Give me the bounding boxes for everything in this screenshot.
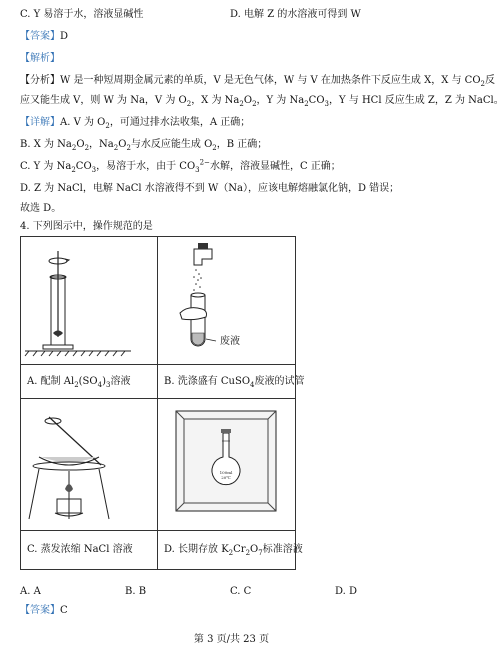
fenxi-tag: 【分析】 bbox=[20, 75, 60, 86]
subscript: 2 bbox=[113, 144, 119, 152]
q4-option-a: A. A bbox=[20, 586, 41, 597]
cell-c-figure bbox=[21, 399, 158, 531]
cell-b-figure bbox=[158, 237, 295, 365]
subscript: 2 bbox=[212, 144, 217, 152]
fenxi-line-2 bbox=[20, 94, 504, 108]
superscript: 2− bbox=[199, 158, 210, 167]
svg-text:100ml: 100ml bbox=[219, 470, 233, 475]
xiang-line-b bbox=[20, 138, 267, 152]
q4-option-b: B. B bbox=[125, 586, 147, 597]
xiang-line-d: D. Z 为 NaCl，电解 NaCl 水溶液得不到 W（Na），应该电解熔融氯化钠，D 错误； bbox=[20, 183, 400, 194]
answer-tag: 【答案】 bbox=[20, 31, 60, 42]
subscript: 2 bbox=[71, 166, 76, 174]
answer-value: D bbox=[60, 31, 69, 42]
subscript: 3 bbox=[324, 100, 329, 108]
answer-value: C bbox=[60, 605, 68, 616]
cell-a-caption bbox=[21, 365, 158, 399]
xiang-line-c bbox=[20, 160, 341, 174]
caption-b: B. 洗涤盛有 CuSO$_4$废液的试管 bbox=[164, 376, 305, 389]
xiang-text: ，B 正确； bbox=[216, 139, 268, 150]
fenxi-text: CO bbox=[308, 95, 325, 106]
q4-option-d: D. D bbox=[335, 586, 358, 597]
xiang-text: 与水反应能生成 O bbox=[130, 139, 213, 150]
xiang-text: A. V 为 O bbox=[60, 117, 106, 128]
caption-c: C. 蒸发浓缩 NaCl 溶液 bbox=[27, 544, 133, 555]
caption-d: D. 长期存放 $K_2Cr_2O_7$标准溶液 bbox=[164, 544, 303, 557]
graduated-cylinder-illustration bbox=[21, 237, 158, 365]
xiang-text: 水解，溶液显碱性，C 正确； bbox=[209, 161, 341, 172]
cell-d-caption bbox=[158, 531, 303, 569]
xiang-tag: 【详解】 bbox=[20, 117, 60, 128]
q4-figure-grid bbox=[20, 236, 305, 570]
caption-a: A. 配制 $Al_2(SO_4)_3$溶液 bbox=[27, 376, 131, 389]
subscript: 2 bbox=[304, 100, 309, 108]
xiang-text: ，Na bbox=[89, 139, 114, 150]
fenxi-line-1 bbox=[20, 74, 495, 88]
analysis-tag: 【解析】 bbox=[20, 53, 60, 64]
q3-option-d: D. 电解 Z 的水溶液可得到 W bbox=[230, 9, 361, 20]
subscript: 2 bbox=[252, 100, 257, 108]
q4-answer bbox=[20, 604, 68, 618]
cell-b-caption bbox=[158, 365, 305, 399]
xiang-line-a bbox=[20, 116, 250, 130]
fenxi-text: ，Y 与 HCl 反应生成 Z，Z 为 NaCl。 bbox=[329, 95, 504, 106]
subscript: 2 bbox=[126, 144, 131, 152]
xiang-text: O bbox=[76, 139, 85, 150]
page-footer: 第 3 页/共 23 页 bbox=[193, 634, 270, 645]
xiang-text: ，易溶于水，由于 CO bbox=[96, 161, 196, 172]
subscript: 3 bbox=[195, 166, 200, 174]
fenxi-text: O bbox=[243, 95, 253, 106]
q4-stem: 4. 下列图示中，操作规范的是 bbox=[20, 221, 153, 232]
cell-c-caption bbox=[21, 531, 158, 569]
fenxi-text: W 是一种短周期金属元素的单质，V 是无色气体，W 与 V 在加热条件下反应生成 X，X 与 CO bbox=[60, 75, 481, 86]
subscript: 3 bbox=[91, 166, 97, 174]
subscript: 2 bbox=[105, 122, 110, 130]
subscript: 2 bbox=[71, 144, 77, 152]
fenxi-text: 应又能生成 V，则 W 为 Na，V 为 O bbox=[20, 95, 187, 106]
cell-a-figure bbox=[21, 237, 158, 365]
xiang-text: O bbox=[118, 139, 127, 150]
subscript: 2 bbox=[84, 144, 90, 152]
waste-liquid-label: 废液 bbox=[220, 336, 240, 347]
conclusion: 故选 D。 bbox=[20, 203, 62, 214]
subscript: 2 bbox=[186, 100, 192, 108]
fenxi-text: ，X 为 Na bbox=[191, 95, 240, 106]
subscript: 2 bbox=[239, 100, 244, 108]
q4-option-c: C. C bbox=[230, 586, 252, 597]
fenxi-text: ，Y 为 Na bbox=[256, 95, 305, 106]
volumetric-flask-box-illustration bbox=[158, 399, 295, 531]
answer-tag: 【答案】 bbox=[20, 605, 60, 616]
fenxi-text-end: 反 bbox=[485, 75, 495, 86]
cell-d-figure bbox=[158, 399, 295, 531]
q3-option-c: C. Y 易溶于水，溶液显碱性 bbox=[20, 9, 144, 20]
svg-text:20℃: 20℃ bbox=[221, 475, 231, 480]
evaporating-dish-illustration bbox=[21, 399, 158, 531]
subscript: 2 bbox=[480, 80, 485, 88]
xiang-text: B. X 为 Na bbox=[20, 139, 72, 150]
xiang-text: C. Y 为 Na bbox=[20, 161, 72, 172]
xiang-text: ，可通过排水法收集，A 正确； bbox=[109, 117, 251, 128]
xiang-text: CO bbox=[75, 161, 92, 172]
q3-answer bbox=[20, 30, 68, 44]
